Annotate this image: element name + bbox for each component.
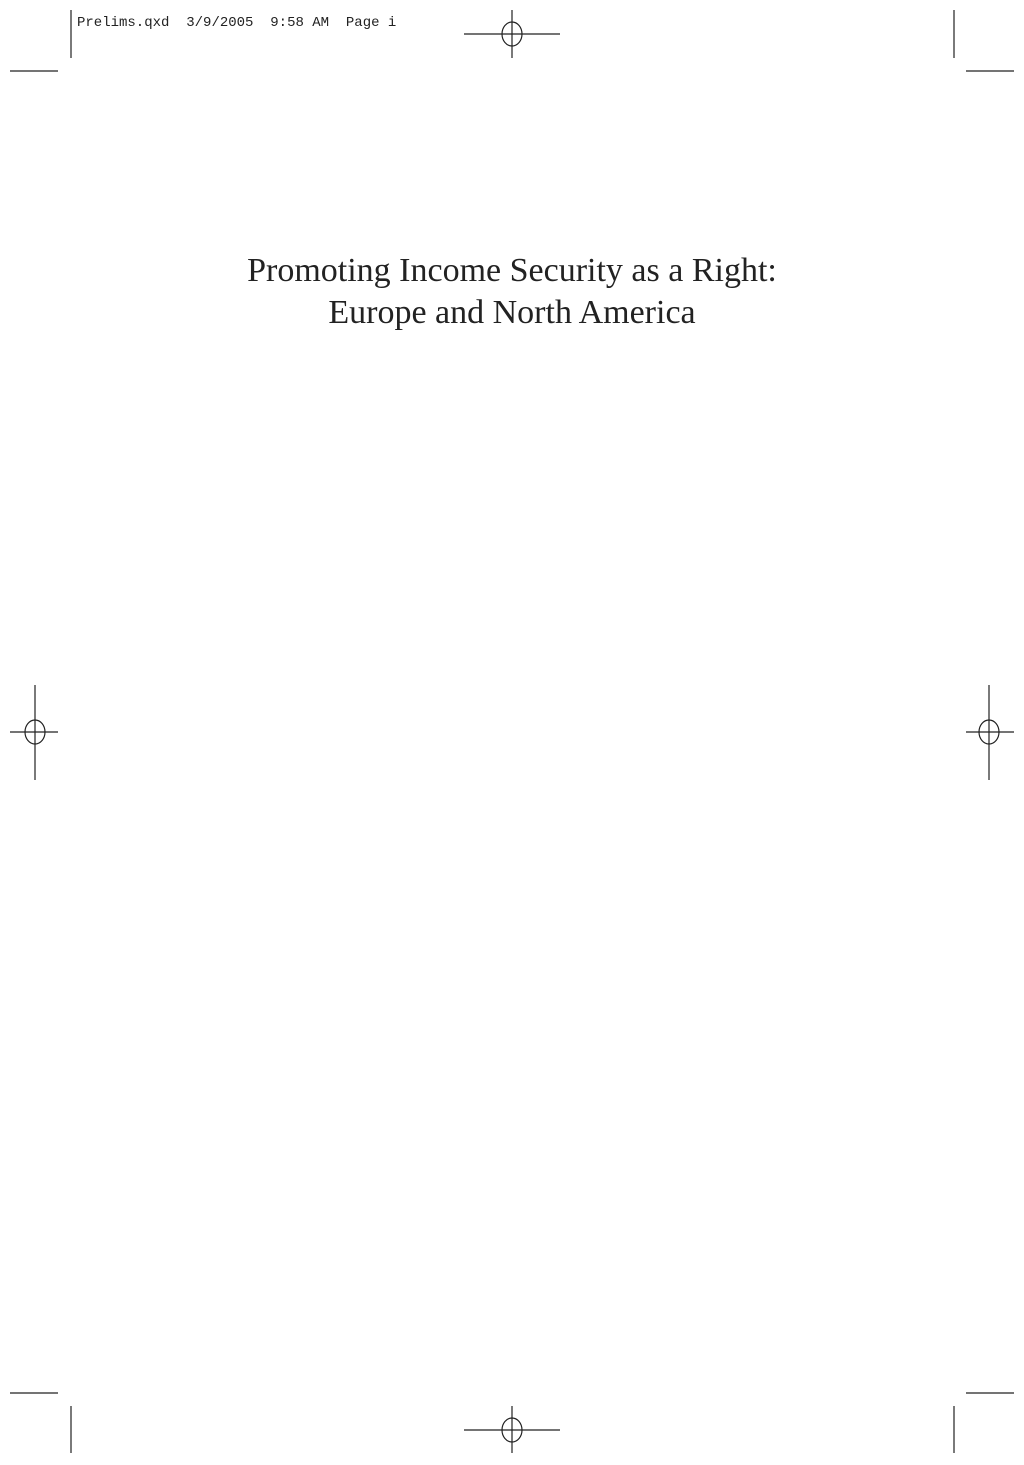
slug-time: 9:58 AM <box>270 15 330 31</box>
book-title <box>0 250 1024 334</box>
crop-mark-bottom-left <box>10 1393 71 1453</box>
registration-mark-right <box>966 685 1014 780</box>
print-slug-line <box>77 15 396 31</box>
title-line-2: Europe and North America <box>328 294 696 331</box>
registration-mark-bottom <box>464 1406 560 1453</box>
slug-page: Page i <box>345 15 397 31</box>
registration-mark-left <box>10 685 58 780</box>
crop-mark-top-right <box>954 10 1014 71</box>
slug-filename: Prelims.qxd <box>77 15 170 31</box>
title-line-1: Promoting Income Security as a Right: <box>247 252 777 289</box>
crop-mark-bottom-right <box>954 1393 1014 1453</box>
crop-mark-top-left <box>10 10 71 71</box>
registration-mark-top <box>464 10 560 58</box>
slug-date: 3/9/2005 <box>186 15 254 31</box>
